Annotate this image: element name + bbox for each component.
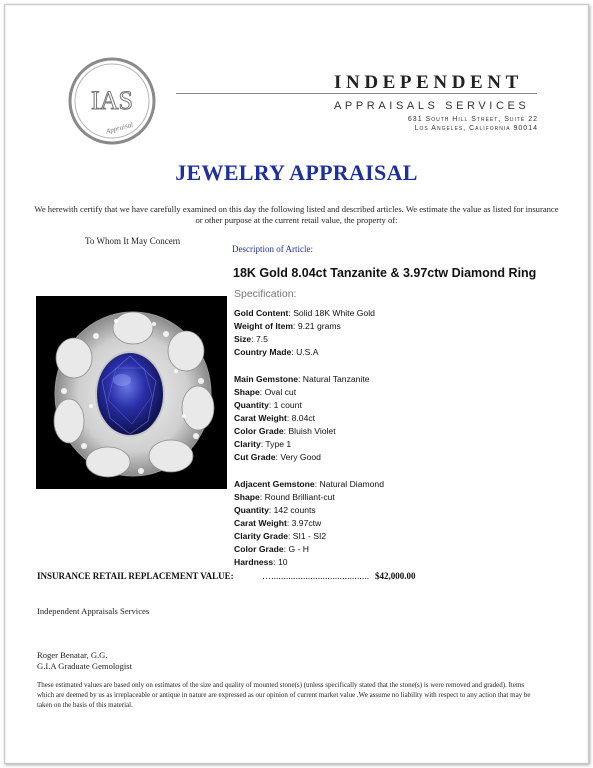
spec-label: Shape <box>234 492 260 502</box>
spec-separator: : <box>283 544 289 554</box>
spec-label: Carat Weight <box>234 518 287 528</box>
spec-value: G - H <box>288 544 309 554</box>
spec-separator: : <box>287 531 293 541</box>
spec-label: Gold Content <box>234 308 289 318</box>
spec-value: 3.97ctw <box>291 518 322 528</box>
disclaimer: These estimated values are based only on estimates of the size and quality of mounted stone(s) (unless specifically stated that the stone(s) is were removed and graded). Items which are deemed by us as irreplaceable or antique in nature are expressed as our opinion of current market value .We assume no liability with respect to any action that may be taken on the basis of this material. <box>37 681 531 709</box>
spec-value: Type 1 <box>265 439 292 449</box>
spec-separator: : <box>286 413 292 423</box>
spec-separator: : <box>259 387 265 397</box>
spec-row <box>234 505 316 515</box>
spec-label: Cut Grade <box>234 452 276 462</box>
spec-row <box>234 479 384 489</box>
spec-label: Clarity Grade <box>234 531 288 541</box>
spec-value: Oval cut <box>264 387 297 397</box>
address-line-1: 631 South Hill Street, Suite 22 <box>407 116 538 123</box>
valuation-amount: $42,000.00 <box>375 571 416 581</box>
ring-photo <box>36 296 227 489</box>
spec-label: Color Grade <box>234 426 284 436</box>
spec-label: Shape <box>234 387 260 397</box>
spec-value: Very Good <box>280 452 321 462</box>
spec-row <box>234 492 335 502</box>
spec-row <box>234 347 319 357</box>
specification-label: Specification: <box>234 288 297 300</box>
spec-value: 10 <box>277 557 288 567</box>
spec-value: SI1 - SI2 <box>292 531 327 541</box>
spec-label: Quantity <box>234 400 269 410</box>
spec-separator: : <box>293 321 298 331</box>
logo-ring-text: Appraisal <box>105 120 134 136</box>
spec-row <box>234 557 288 567</box>
spec-value: Natural Diamond <box>319 479 384 489</box>
logo-text: IAS <box>91 86 133 115</box>
spec-value: 7.5 <box>255 334 268 344</box>
description-label: Description of Article: <box>232 244 313 254</box>
spec-label: Main Gemstone <box>234 374 298 384</box>
spec-value: 9.21 grams <box>297 321 341 331</box>
spec-label: Quantity <box>234 505 269 515</box>
spec-separator: : <box>275 452 281 462</box>
spec-row <box>234 374 370 384</box>
signer-name: Roger Benatar, G.G. <box>37 650 108 660</box>
spec-row <box>234 439 291 449</box>
footer-company: Independent Appraisals Services <box>37 606 150 616</box>
spec-separator: : <box>273 557 278 567</box>
spec-separator: : <box>298 374 303 384</box>
spec-row <box>234 400 302 410</box>
spec-separator: : <box>259 492 265 502</box>
spec-row <box>234 413 315 423</box>
spec-row <box>234 321 341 331</box>
valuation-dots: …........................................ <box>262 571 370 581</box>
spec-label: Country Made <box>234 347 292 357</box>
spec-value: Solid 18K White Gold <box>293 308 375 318</box>
signer-title: G.I.A Graduate Gemologist <box>37 661 132 671</box>
spec-row <box>234 334 268 344</box>
spec-separator: : <box>268 400 274 410</box>
spec-separator: : <box>283 426 289 436</box>
intro-text: We herewith certify that we have carefully examined on this day the following listed and described articles. We estimate the value as listed for insurance or other purpose at the current retail value, the property of: <box>34 204 559 225</box>
valuation-label: INSURANCE RETAIL REPLACEMENT VALUE: <box>37 571 234 581</box>
spec-value: Round Brilliant-cut <box>264 492 335 502</box>
spec-label: Clarity <box>234 439 261 449</box>
spec-separator: : <box>314 479 320 489</box>
spec-separator: : <box>251 334 256 344</box>
document-title: JEWELRY APPRAISAL <box>175 160 418 185</box>
spec-row <box>234 531 326 541</box>
ring-image <box>36 296 227 489</box>
spec-row <box>234 308 375 318</box>
spec-value: Bluish Violet <box>288 426 336 436</box>
header-divider <box>176 93 537 94</box>
spec-label: Weight of Item <box>234 321 294 331</box>
spec-label: Adjacent Gemstone <box>234 479 315 489</box>
spec-label: Carat Weight <box>234 413 287 423</box>
spec-separator: : <box>291 347 297 357</box>
company-name: INDEPENDENT <box>334 72 523 93</box>
spec-row <box>234 387 296 397</box>
spec-value: 142 counts <box>273 505 316 515</box>
spec-separator: : <box>286 518 292 528</box>
item-title: 18K Gold 8.04ct Tanzanite & 3.97ctw Diamond Ring <box>233 266 537 280</box>
spec-row <box>234 544 309 554</box>
spec-row <box>234 426 336 436</box>
spec-value: 8.04ct <box>291 413 316 423</box>
spec-separator: : <box>288 308 294 318</box>
spec-label: Color Grade <box>234 544 284 554</box>
spec-row <box>234 518 321 528</box>
spec-value: Natural Tanzanite <box>302 374 370 384</box>
spec-separator: : <box>268 505 274 515</box>
spec-label: Hardness <box>234 557 274 567</box>
recipient: To Whom It May Concern <box>85 236 181 246</box>
ias-logo <box>68 57 156 145</box>
spec-label: Size <box>234 334 252 344</box>
spec-value: 1 count <box>273 400 302 410</box>
address-line-2: Los Angeles, California 90014 <box>414 125 538 132</box>
spec-row <box>234 452 321 462</box>
company-subtitle: APPRAISALS SERVICES <box>334 100 530 112</box>
spec-separator: : <box>260 439 266 449</box>
spec-value: U.S.A <box>296 347 319 357</box>
